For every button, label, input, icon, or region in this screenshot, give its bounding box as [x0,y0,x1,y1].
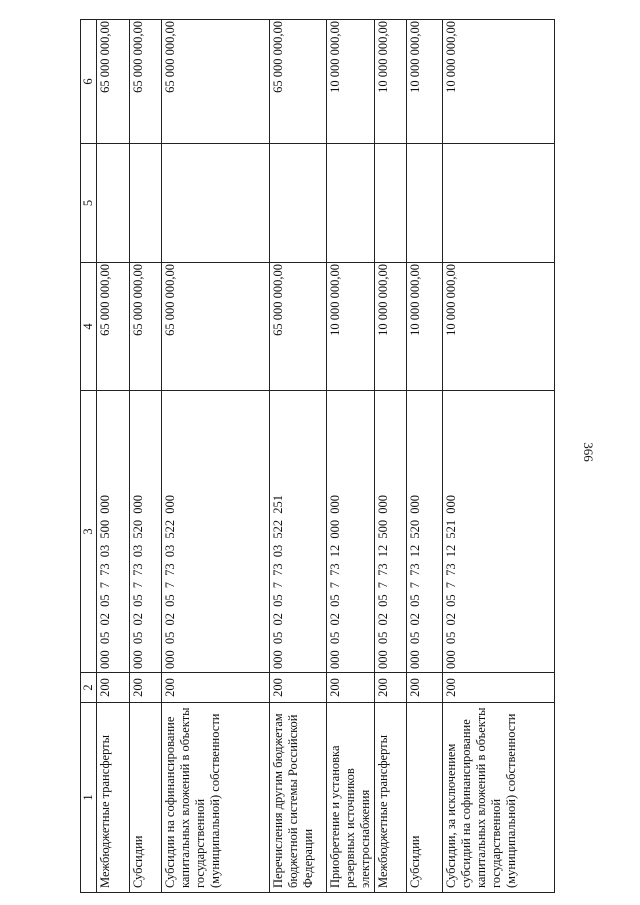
row-col6: 65 000 000,00 [97,20,130,144]
row-budget-code: 000 05 02 05 7 73 12 500 000 [375,391,407,673]
row-code-200: 200 [407,673,443,703]
header-cell: 6 [81,20,97,144]
table-row [270,20,327,893]
row-col6: 10 000 000,00 [407,20,443,144]
row-name: Субсидии [407,703,443,893]
row-name: Межбюджетные трансферты [97,703,130,893]
row-col5 [407,144,443,263]
header-cell: 1 [81,703,97,893]
row-col4: 65 000 000,00 [162,263,270,391]
row-name: Субсидии [130,703,162,893]
row-code-200: 200 [162,673,270,703]
row-name: Субсидии, за исключением субсидий на софинансирование капитальных вложений в объекты государственной (муниципальной) собственности [443,703,555,893]
row-budget-code: 000 05 02 05 7 73 03 522 000 [162,391,270,673]
header-row [81,20,97,893]
row-col6: 65 000 000,00 [130,20,162,144]
row-col6: 10 000 000,00 [375,20,407,144]
table-row [443,20,555,893]
row-col5 [97,144,130,263]
row-col4: 65 000 000,00 [130,263,162,391]
table-row [407,20,443,893]
row-col4: 65 000 000,00 [97,263,130,391]
rotated-table-container [80,20,555,893]
row-col5 [130,144,162,263]
row-code-200: 200 [443,673,555,703]
row-col4: 10 000 000,00 [327,263,375,391]
budget-table [80,19,555,893]
row-budget-code: 000 05 02 05 7 73 12 000 000 [327,391,375,673]
row-code-200: 200 [375,673,407,703]
row-col5 [327,144,375,263]
row-budget-code: 000 05 02 05 7 73 12 520 000 [407,391,443,673]
row-budget-code: 000 05 02 05 7 73 12 521 000 [443,391,555,673]
table-row [97,20,130,893]
row-col6: 10 000 000,00 [443,20,555,144]
row-name: Перечисления другим бюджетам бюджетной системы Российской Федерации [270,703,327,893]
row-col5 [162,144,270,263]
row-col6: 65 000 000,00 [162,20,270,144]
row-budget-code: 000 05 02 05 7 73 03 500 000 [97,391,130,673]
row-col6: 10 000 000,00 [327,20,375,144]
page-number: 366 [581,442,596,462]
row-col4: 65 000 000,00 [270,263,327,391]
row-budget-code: 000 05 02 05 7 73 03 520 000 [130,391,162,673]
row-col4: 10 000 000,00 [443,263,555,391]
row-col6: 65 000 000,00 [270,20,327,144]
row-col5 [270,144,327,263]
table-row [130,20,162,893]
table-row [327,20,375,893]
table-row [375,20,407,893]
row-name: Межбюджетные трансферты [375,703,407,893]
header-cell: 3 [81,391,97,673]
row-name: Субсидии на софинансирование капитальных вложений в объекты государственной (муниципальной) собственности [162,703,270,893]
header-cell: 4 [81,263,97,391]
row-budget-code: 000 05 02 05 7 73 03 522 251 [270,391,327,673]
row-code-200: 200 [130,673,162,703]
row-name: Приобретение и установка резервных источников электроснабжения [327,703,375,893]
header-cell: 2 [81,673,97,703]
row-col4: 10 000 000,00 [407,263,443,391]
header-cell: 5 [81,144,97,263]
row-col4: 10 000 000,00 [375,263,407,391]
row-code-200: 200 [97,673,130,703]
table-row [162,20,270,893]
row-code-200: 200 [327,673,375,703]
row-code-200: 200 [270,673,327,703]
row-col5 [443,144,555,263]
row-col5 [375,144,407,263]
